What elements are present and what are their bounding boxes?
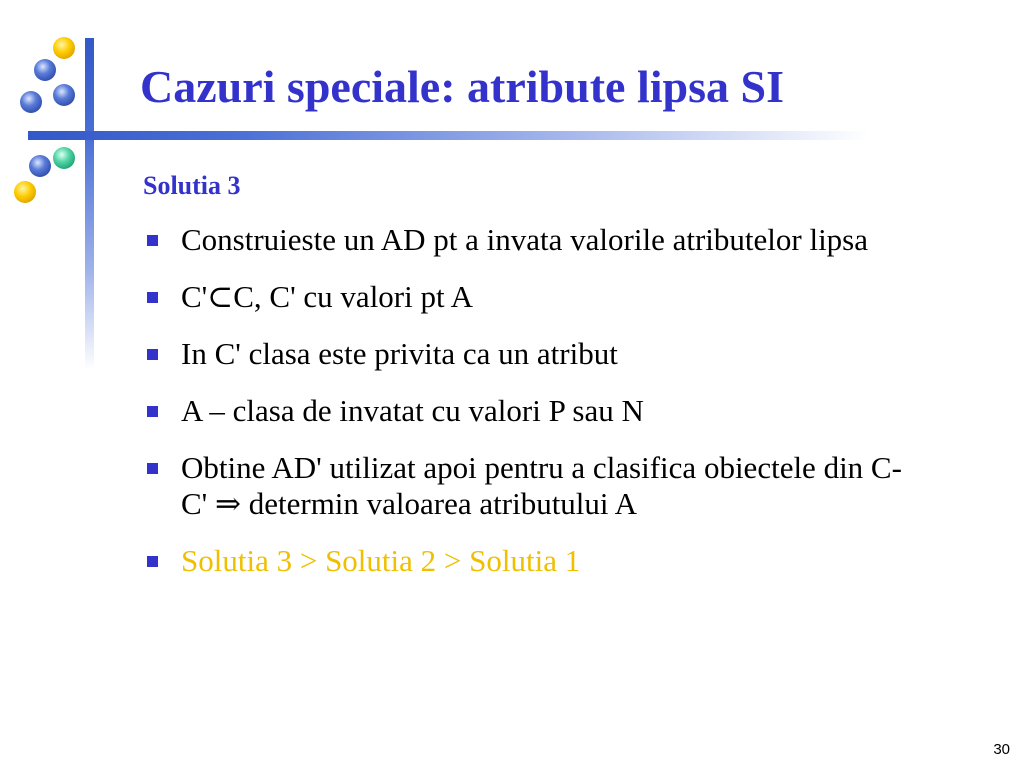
dot-blue-2 xyxy=(53,84,75,106)
slide-subtitle: Solutia 3 xyxy=(143,171,241,200)
square-bullet-icon xyxy=(147,292,158,303)
square-bullet-icon xyxy=(147,556,158,567)
dot-yellow-bottom xyxy=(14,181,36,203)
bullet-item-highlight xyxy=(143,543,903,579)
page-number: 30 xyxy=(993,741,1010,758)
bullet-item xyxy=(143,393,903,429)
dot-blue-4 xyxy=(29,155,51,177)
bullet-text-highlight: Solutia 3 > Solutia 2 > Solutia 1 xyxy=(181,543,581,578)
bullet-item xyxy=(143,450,903,522)
bullet-item xyxy=(143,279,903,315)
bullet-item xyxy=(143,336,903,372)
bullet-text: Obtine AD' utilizat apoi pentru a clasifica obiectele din C-C' ⇒ determin valoarea atributului A xyxy=(181,450,902,521)
decorative-vertical-bar xyxy=(85,38,94,370)
slide-title: Cazuri speciale: atribute lipsa SI xyxy=(140,61,784,112)
square-bullet-icon xyxy=(147,406,158,417)
dot-blue-1 xyxy=(34,59,56,81)
bullet-text: A – clasa de invatat cu valori P sau N xyxy=(181,393,644,428)
bullet-list xyxy=(143,222,903,600)
dot-yellow-top xyxy=(53,37,75,59)
square-bullet-icon xyxy=(147,463,158,474)
decorative-horizontal-bar xyxy=(28,131,868,140)
bullet-item xyxy=(143,222,903,258)
square-bullet-icon xyxy=(147,349,158,360)
square-bullet-icon xyxy=(147,235,158,246)
bullet-text: C'⊂C, C' cu valori pt A xyxy=(181,279,474,314)
bullet-text: Construieste un AD pt a invata valorile atributelor lipsa xyxy=(181,222,869,257)
dot-teal xyxy=(53,147,75,169)
bullet-text: In C' clasa este privita ca un atribut xyxy=(181,336,618,371)
dot-blue-3 xyxy=(20,91,42,113)
